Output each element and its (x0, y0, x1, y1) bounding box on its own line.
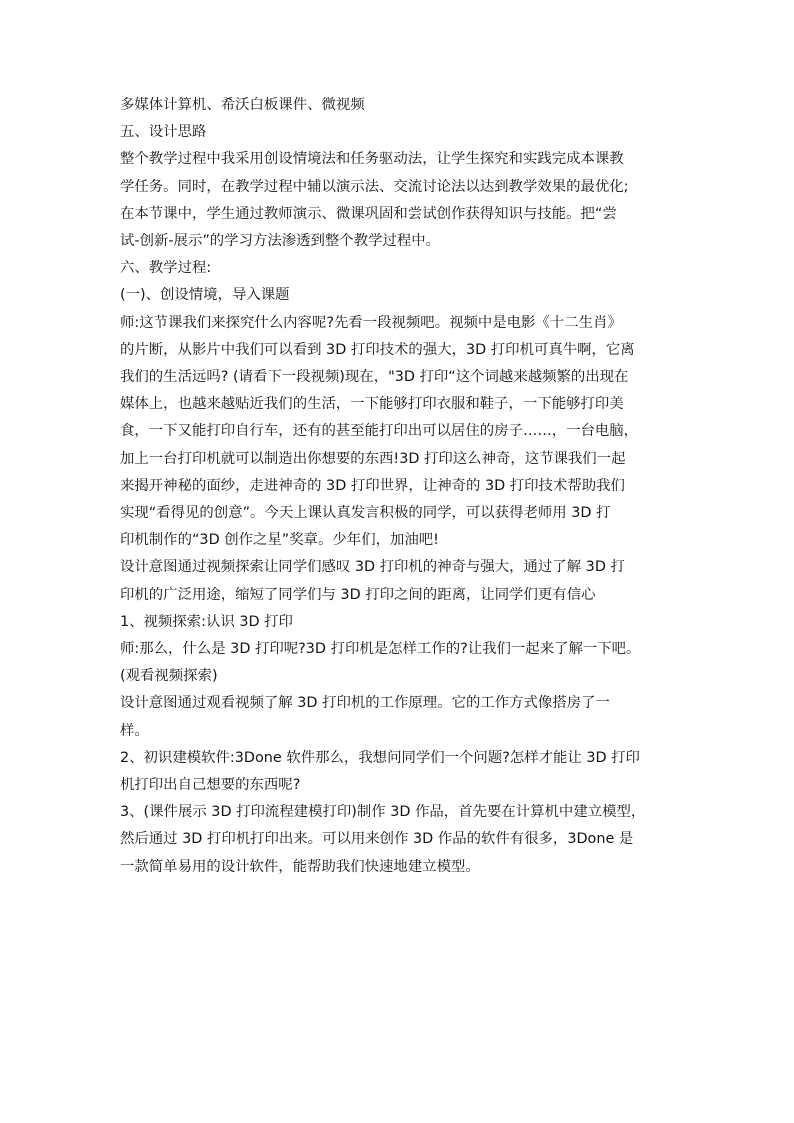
text-line: 设计意图通过视频探索让同学们感叹 3D 打印机的神奇与强大，通过了解 3D 打 (120, 559, 625, 576)
paragraph-teacher-question (120, 636, 690, 663)
paragraph-design-intent-1 (120, 554, 690, 608)
subheading-video-explore (120, 609, 690, 636)
text-line: 样。 (120, 722, 149, 739)
paragraph-courseware-demo (120, 799, 690, 881)
text-line: 然后通过 3D 打印机打印出来。可以用来创作 3D 作品的软件有很多，3Done 是 (120, 831, 634, 848)
text-line: 实现“看得见的创意”。今天上课认真发言积极的同学，可以获得老师用 3D 打 (120, 505, 611, 522)
text-line: 师:这节课我们来探究什么内容呢?先看一段视频吧。视频中是电影《十二生肖》 (120, 314, 622, 331)
text-line: 我们的生活远吗? (请看下一段视频)现在，"3D 打印“这个词越来越频繁的出现在 (120, 369, 629, 386)
text-line: 来揭开神秘的面纱，走进神奇的 3D 打印世界，让神奇的 3D 打印技术帮助我们 (120, 477, 625, 494)
paragraph-materials (120, 92, 690, 119)
text-line: 2、初识建模软件:3Done 软件那么，我想问同学们一个问题?怎样才能让 3D 打印 (120, 749, 640, 766)
text-line: 六、教学过程: (120, 260, 212, 277)
text-line: 食，一下又能打印自行车，还有的甚至能打印出可以居住的房子……，一台电脑， (120, 423, 639, 440)
text-line: 3、(课件展示 3D 打印流程建模打印)制作 3D 作品，首先要在计算机中建立模型， (120, 804, 646, 821)
text-line: 加上一台打印机就可以制造出你想要的东西!3D 打印这么神奇，这节课我们一起 (120, 450, 626, 467)
paragraph-teacher-intro (120, 310, 690, 555)
text-line: 整个教学过程中我采用创设情境法和任务驱动法，让学生探究和实践完成本课教 (120, 151, 624, 168)
paragraph-modeling-software (120, 745, 690, 799)
subheading-create-situation (120, 282, 690, 309)
text-line: 在本节课中，学生通过教师演示、微课巩固和尝试创作获得知识与技能。把“尝 (120, 205, 617, 222)
document-body (120, 92, 690, 881)
paragraph-design-idea (120, 146, 690, 255)
paragraph-design-intent-2 (120, 690, 690, 744)
text-line: (观看视频探索) (120, 668, 218, 685)
text-line: 多媒体计算机、希沃白板课件、微视频 (120, 97, 365, 113)
text-line: 媒体上，也越来越贴近我们的生活，一下能够打印衣服和鞋子，一下能够打印美 (120, 396, 624, 413)
text-line: 一款简单易用的设计软件，能帮助我们快速地建立模型。 (120, 858, 480, 875)
text-line: 学任务。同时，在教学过程中辅以演示法、交流讨论法以达到教学效果的最优化; (120, 178, 629, 195)
text-line: 印机制作的“3D 创作之星”奖章。少年们，加油吧! (120, 532, 439, 549)
text-line: 机打印出自己想要的东西呢? (120, 777, 301, 794)
text-line: 印机的广泛用途，缩短了同学们与 3D 打印之间的距离，让同学们更有信心 (120, 586, 596, 603)
text-line: 试-创新-展示”的学习方法渗透到整个教学过程中。 (120, 233, 441, 250)
text-line: 设计意图通过观看视频了解 3D 打印机的工作原理。它的工作方式像搭房了一 (120, 695, 610, 712)
text-line: 1、视频探索:认识 3D 打印 (120, 613, 293, 630)
text-line: 五、设计思路 (120, 124, 207, 141)
text-line: 师:那么，什么是 3D 打印呢?3D 打印机是怎样工作的?让我们一起来了解一下吧。 (120, 641, 641, 658)
text-line: 的片断，从影片中我们可以看到 3D 打印技术的强大，3D 打印机可真牛啊，它离 (120, 341, 635, 358)
heading-teaching-process (120, 255, 690, 282)
heading-design-idea (120, 119, 690, 146)
text-line: (一)、创设情境，导入课题 (120, 287, 290, 304)
paragraph-watch-video (120, 663, 690, 690)
